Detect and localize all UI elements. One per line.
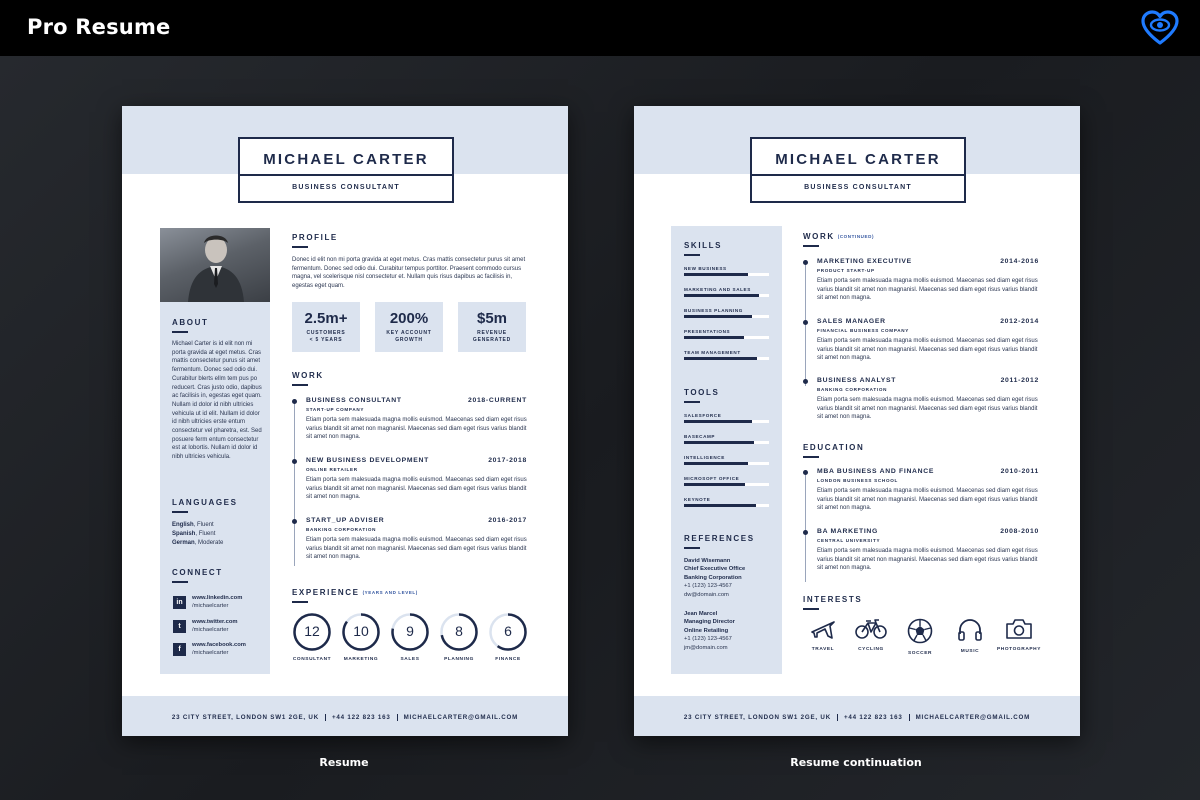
degree-title: BA MARKETING [817, 528, 879, 535]
stat-growth: 200% KEY ACCOUNT GROWTH [375, 302, 443, 352]
reference-entry: David Wisemann Chief Executive Office Banking Corporation +1 (123) 123-4567 dw@domain.com [684, 558, 746, 598]
experience-label: FINANCE [495, 657, 521, 662]
footer-contact: 23 CITY STREET, LONDON SW1 2GE, UK +44 122 823 163 MICHAELCARTER@GMAIL.COM [683, 714, 1031, 721]
twitter-link[interactable]: www.twitter.com /michaelcarter [192, 619, 238, 633]
interest-soccer: SOCCER [897, 618, 943, 656]
caption-resume-continuation: Resume continuation [790, 756, 922, 769]
tool-bar [684, 441, 769, 444]
work-heading: WORK [292, 371, 324, 380]
connect-heading: CONNECT [172, 568, 223, 577]
candidate-role: BUSINESS CONSULTANT [804, 184, 912, 191]
heart-eye-icon [1140, 8, 1180, 48]
tools-heading: TOOLS [684, 388, 720, 397]
skill-label: BUSINESS PLANNING [684, 308, 743, 313]
job-description: Etiam porta sem malesuada magna mollis euismod. Maecenas sed diam eget risus varius blandit sit amet non magnanisl. Maecenas sed diam eget risus varius blandit sit amet non magna. [817, 278, 1038, 302]
skill-bar [684, 336, 769, 339]
stat-customers: 2.5m+ CUSTOMERS < 5 YEARS [292, 302, 360, 352]
resume-page-1 [122, 106, 568, 736]
job-description: Etiam porta sem malesuada magna mollis euismod. Maecenas sed diam eget risus varius blandit sit amet non magnanisl. Maecenas sed diam eget risus varius blandit sit amet non magna. [817, 338, 1038, 362]
tool-bar [684, 420, 769, 423]
work-continued-heading: WORK (CONTINUED) [803, 232, 875, 241]
stat-revenue: $5m REVENUE GENERATED [458, 302, 526, 352]
airplane-icon [810, 618, 836, 640]
interests-heading: INTERESTS [803, 595, 863, 604]
resume-page-2 [634, 106, 1080, 736]
top-bar [0, 0, 1200, 56]
degree-date: 2008-2010 [1000, 528, 1039, 535]
candidate-role: BUSINESS CONSULTANT [292, 184, 400, 191]
interest-photography: PHOTOGRAPHY [996, 618, 1042, 652]
skill-label: PRESENTATIONS [684, 329, 731, 334]
name-box [750, 137, 966, 203]
portrait-illustration [160, 228, 270, 302]
interest-cycling: CYCLING [848, 618, 894, 652]
tool-bar [684, 504, 769, 507]
degree-description: Etiam porta sem malesuada magna mollis euismod. Maecenas sed diam eget risus varius blandit sit amet non magnanisl. Maecenas sed diam eget risus varius blandit sit amet non magna. [817, 488, 1038, 512]
tool-bar [684, 483, 769, 486]
job-title: SALES MANAGER [817, 318, 886, 325]
facebook-link[interactable]: www.facebook.com /michaelcarter [192, 642, 246, 656]
language-german: German, Moderate [172, 540, 224, 546]
linkedin-link[interactable]: www.linkedin.com /michaelcarter [192, 595, 243, 609]
sidebar-content [671, 226, 782, 674]
job-description: Etiam porta sem malesuada magna mollis euismod. Maecenas sed diam eget risus varius blandit sit amet non magnanisl. Maecenas sed diam eget risus varius blandit sit amet non magna. [306, 477, 527, 501]
profile-heading: PROFILE [292, 233, 338, 242]
experience-heading: EXPERIENCE (YEARS AND LEVEL) [292, 588, 418, 597]
experience-label: MARKETING [343, 657, 379, 662]
timeline [805, 472, 806, 582]
page-title: Pro Resume [27, 15, 171, 39]
job-company: START-UP COMPANY [306, 407, 365, 412]
tool-label: KEYNOTE [684, 497, 711, 502]
experience-ring: 12 [292, 612, 332, 652]
about-heading: ABOUT [172, 318, 209, 327]
experience-ring: 6 [488, 612, 528, 652]
profile-photo [160, 228, 270, 302]
job-title: MARKETING EXECUTIVE [817, 258, 912, 265]
job-description: Etiam porta sem malesuada magna mollis euismod. Maecenas sed diam eget risus varius blandit sit amet non magnanisl. Maecenas sed diam eget risus varius blandit sit amet non magna. [306, 537, 527, 561]
experience-label: CONSULTANT [292, 657, 332, 662]
experience-ring: 8 [439, 612, 479, 652]
tool-bar [684, 462, 769, 465]
job-company: BANKING CORPORATION [817, 387, 888, 392]
job-company: ONLINE RETAILER [306, 467, 358, 472]
job-title: BUSINESS CONSULTANT [306, 397, 402, 404]
soccer-ball-icon [907, 618, 933, 644]
profile-text: Donec id elit non mi porta gravida at eget metus. Cras mattis consectetur purus sit amet fermentum. Donec sed odio dui. Curabitur tempus porttitor. Praesent commodo cursus magna, vel scelerisque nisl consectetur et. Nullam quis risus dapibus ac facilisis in, egestas eget quam. [292, 257, 526, 290]
job-company: BANKING CORPORATION [306, 527, 377, 532]
skill-label: NEW BUSINESS [684, 266, 727, 271]
caption-resume: Resume [319, 756, 369, 769]
tool-label: MICROSOFT OFFICE [684, 476, 740, 481]
job-title: BUSINESS ANALYST [817, 377, 897, 384]
skills-heading: SKILLS [684, 241, 723, 250]
facebook-icon: f [173, 643, 186, 656]
skill-bar [684, 294, 769, 297]
experience-label: PLANNING [444, 657, 474, 662]
experience-label: SALES [400, 657, 420, 662]
references-heading: REFERENCES [684, 534, 755, 543]
experience-ring: 10 [341, 612, 381, 652]
headphones-icon [957, 618, 983, 642]
timeline [294, 402, 295, 566]
experience-ring: 9 [390, 612, 430, 652]
candidate-name: MICHAEL CARTER [263, 151, 429, 168]
school-name: CENTRAL UNIVERSITY [817, 538, 881, 543]
degree-description: Etiam porta sem malesuada magna mollis euismod. Maecenas sed diam eget risus varius blandit sit amet non magnanisl. Maecenas sed diam eget risus varius blandit sit amet non magna. [817, 548, 1038, 572]
twitter-icon: t [173, 620, 186, 633]
school-name: LONDON BUSINESS SCHOOL [817, 478, 898, 483]
reference-entry: Jean Marcel Managing Director Online Retailing +1 (123) 123-4567 jm@domain.com [684, 611, 735, 651]
job-date: 2016-2017 [488, 517, 527, 524]
education-heading: EDUCATION [803, 443, 865, 452]
job-date: 2017-2018 [488, 457, 527, 464]
tool-label: INTELLIGENCE [684, 455, 725, 460]
degree-date: 2010-2011 [1000, 468, 1039, 475]
job-description: Etiam porta sem malesuada magna mollis euismod. Maecenas sed diam eget risus varius blandit sit amet non magnanisl. Maecenas sed diam eget risus varius blandit sit amet non magna. [817, 397, 1038, 421]
skill-label: MARKETING AND SALES [684, 287, 751, 292]
job-date: 2014-2016 [1000, 258, 1039, 265]
camera-icon [1005, 618, 1033, 640]
candidate-name: MICHAEL CARTER [775, 151, 941, 168]
job-company: FINANCIAL BUSINESS COMPANY [817, 328, 910, 333]
linkedin-icon: in [173, 596, 186, 609]
tool-label: BASECAMP [684, 434, 716, 439]
job-company: PRODUCT START-UP [817, 268, 875, 273]
job-description: Etiam porta sem malesuada magna mollis euismod. Maecenas sed diam eget risus varius blandit sit amet non magnanisl. Maecenas sed diam eget risus varius blandit sit amet non magna. [306, 417, 527, 441]
about-text: Michael Carter is id elit non mi porta gravida at eget metus. Cras mattis consectetur purus sit amet fermentum. Donec sed odio dui. Curabitur blerts ellm tem pus po reducert. Cras justo odio, dapibus ac facilisis in, egestas eget quam. Nullam id dolor id nibh ultricies vehicula ut id elit. Nullam id dolor id nibh ultricies erste entum consectetur vel pharetra, est. Sed posuere ferm entum consectetur est at lobortis. Nullam id dolor id nibh ultricies vehicula. [172, 341, 262, 461]
footer-contact: 23 CITY STREET, LONDON SW1 2GE, UK +44 122 823 163 MICHAELCARTER@GMAIL.COM [171, 714, 519, 721]
name-box [238, 137, 454, 203]
job-title: START_UP ADVISER [306, 517, 385, 524]
language-english: English, Fluent [172, 522, 214, 528]
job-date: 2012-2014 [1000, 318, 1039, 325]
job-date: 2011-2012 [1000, 377, 1039, 384]
languages-heading: LANGUAGES [172, 498, 238, 507]
skill-bar [684, 357, 769, 360]
job-title: NEW BUSINESS DEVELOPMENT [306, 457, 429, 464]
skill-bar [684, 273, 769, 276]
bicycle-icon [854, 618, 888, 640]
degree-title: MBA BUSINESS AND FINANCE [817, 468, 935, 475]
interest-travel: TRAVEL [800, 618, 846, 652]
tool-label: SALESFORCE [684, 413, 722, 418]
skill-bar [684, 315, 769, 318]
language-spanish: Spanish, Fluent [172, 531, 216, 537]
skill-label: TEAM MANAGEMENT [684, 350, 741, 355]
job-date: 2018-CURRENT [467, 397, 527, 404]
interest-music: MUSIC [947, 618, 993, 654]
